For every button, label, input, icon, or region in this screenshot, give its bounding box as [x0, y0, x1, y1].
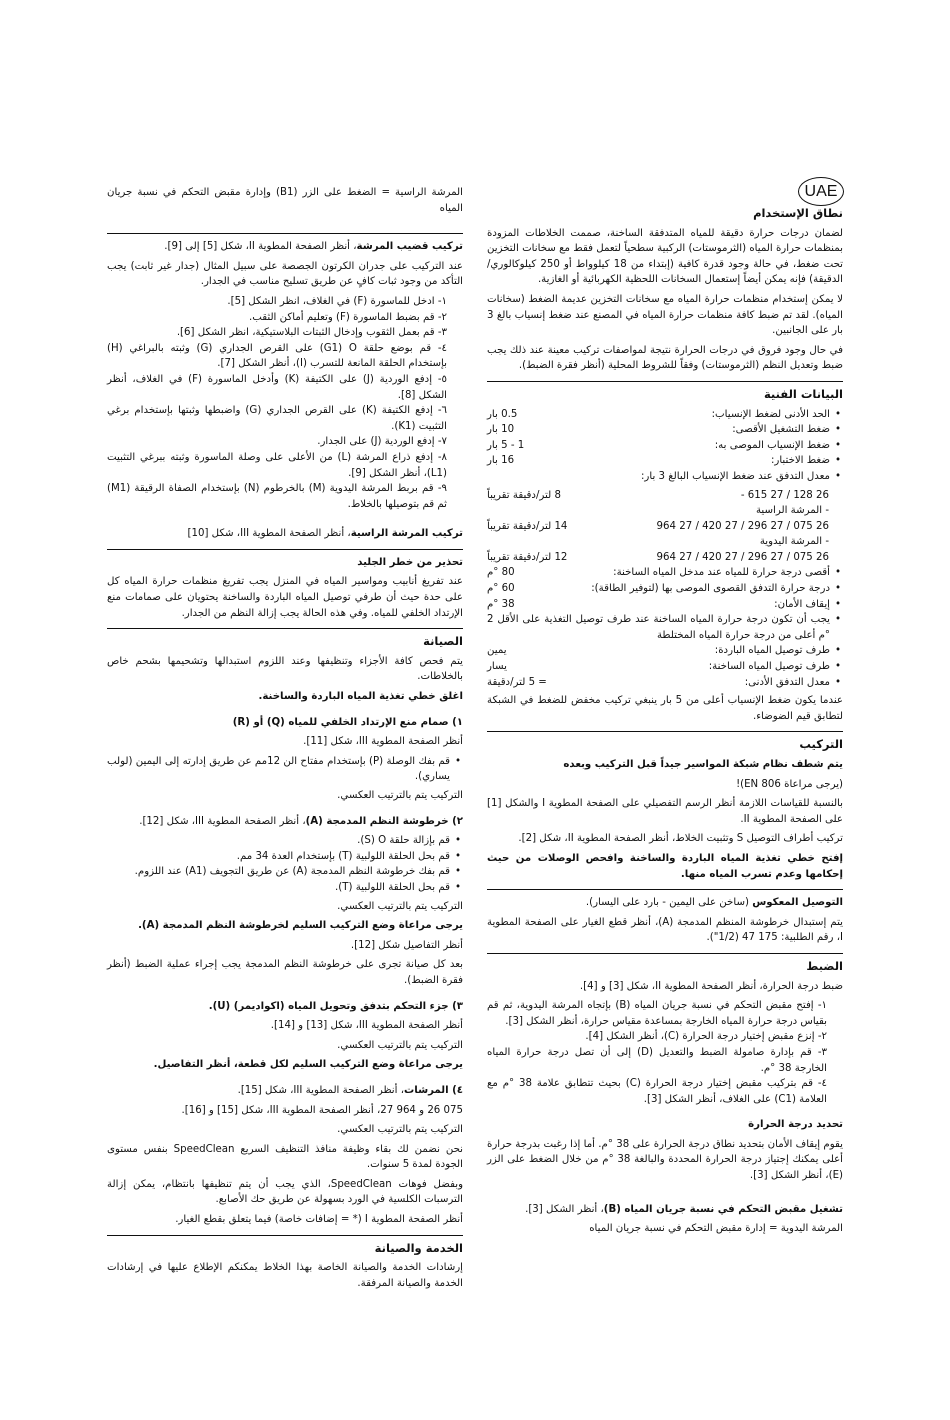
adjustment-step: ٤- قم بتركيب مقبض إختيار درجة الحرارة (C) بحيث تتطابق علامة 38 °م مع العلامة (C1) على الغلاف، أنظر الشكل [3]. [487, 1078, 827, 1105]
operation-line: المرشة اليدوية = إدارة مقبض التحكم في نسبة جريان المياه [589, 1223, 843, 1235]
scope-paragraph-3: في حال وجود فروق في درجات الحرارة نتيجة لمواصفات تركيب معينة عند ذلك يجب ضبط وتعديل النظم (الثرموستات) وفقاً للشروط المحلية (أنظر فقرة الضبط). [487, 344, 843, 372]
flow-rate-row: 26 075 / 27 296 / 27 420 / 27 964 12 لتر/دقيقة تقريباً [487, 551, 829, 563]
frost-warning-text: عند تفريغ أنابيب ومواسير المياه في المنزل يجب تفريغ منظمات حرارة المياه كل على حدة حيث أن طرفي توصيل المياه الباردة والساخنة يحتويان على صمامات منع الإرتداد الخلفي للمياه. وفي هذه الحالة يجب إزالة النظم من الجدار. [107, 576, 463, 619]
showers-heading: ٤) المرشات، أنظر الصفحة المطوية III، شكل [15]. [237, 1084, 463, 1096]
flow-rate-row: 26 075 / 27 296 / 27 420 / 27 964 14 لتر/دقيقة تقريباً [487, 520, 829, 532]
speedclean-guarantee: نحن نضمن لك بقاء وظيفة منافذ التنظيف السريع SpeedClean بنفس مستوى الجودة لمدة 5 سنوات. [107, 1143, 463, 1171]
cartridge-note-heading: يرجى مراعاة وضع التركيب السليم لخرطوشة النظم المدمجة (A). [138, 920, 463, 932]
cartridge-step: • قم بإزالة حلقة S) O). [107, 833, 450, 849]
scope-paragraph-1: لضمان درجات حرارة دقيقة للمياه المتدفقة الساخنة، صممت الخلاطات المزودة بمنظمات حرارة المياه (الثرموستات) الركبية سطحياً لتعمل فقط مع سخانات التخزين تحت ضغط، في حالة وجود قدرة كافية (إبتداء من 18 كيلوواط أو 250 كيلوكالوري/ الدقيقة) فإنه يمكن أيضاً إستعمال السخانات اللحظية الكهربائية أو الغازية. [487, 227, 843, 286]
tech-spec-item: • ضغط الإنسياب الموصى به: 1 - 5 بار [487, 438, 830, 454]
divider [487, 731, 843, 732]
install-dimensions: بالنسبة للقياسات اللازمة أنظر الرسم التفصيلي على الصفحة المطوية I والشكل [1] على الصفحة المطوية II. [487, 798, 843, 825]
adjustment-heading: الضبط [806, 958, 843, 973]
tech-spec-item: • الحد الأدنى لضغط الإنسياب: 0.5 بار [487, 407, 830, 423]
rod-install-step: ٩- قم بربط المرشة اليدوية (M) بالخرطوم (N) بإستخدام الصفاة الرقيقة (M1) ثم قم بتوصيلها بالخلاط. [107, 483, 447, 510]
tech-spec-item: • ضغط الاختبار: 16 بار [487, 453, 830, 469]
divider [487, 381, 843, 382]
spare-parts-note: أنظر الصفحة المطوية I (* = إضافات خاصة) فيما يتعلق بقطع الغيار. [175, 1214, 463, 1226]
operation-title: تشغيل مقبض التحكم في نسبة جريان المياه (B)، أنظر الشكل [3]. [525, 1203, 843, 1215]
temp-spec-item: • طرف توصيل المياه الساخنة: يسار [487, 659, 830, 675]
adjustment-step: ٣- قم بإدارة صامولة الضبط والتعديل (D) إلى أن تصل درجة حرارة المياه الخارجة 38 °م. [487, 1046, 827, 1074]
diverter-ref: أنظر الصفحة المطوية III، شكل [13] و [14]. [270, 1020, 463, 1032]
cartridge-note-ref: أنظر التفاصيل شكل [12]. [350, 939, 463, 951]
cartridge-steps [107, 833, 463, 895]
install-connections: تركيب أطراف التوصيل S وتثبيت الخلاط، أنظر الصفحة المطوية II، شكل [2]. [518, 833, 843, 845]
divider [107, 549, 463, 550]
cartridge-reverse: التركيب يتم بالترتيب العكسي. [337, 900, 463, 912]
head-shower-install: تركيب المرشة الراسية، أنظر الصفحة المطوية III، شكل [10] [187, 528, 463, 540]
maintenance-intro: يتم فحص كافة الأجزاء وتنظيفها وعند اللزوم استبدالها وتشحيمها بشحم خاص بالخلاطات. [107, 655, 463, 683]
adjustment-step: ٢- إنزع مقبض إختيار درجة الحرارة (C)، أنظر الشكل [4]. [585, 1031, 827, 1043]
temp-spec-item: • أقصى درجة حرارة للمياه عند مدخل المياه الساخنة: 80 °م [487, 565, 830, 581]
rod-install-step: ٤- قم بوضع حلقة G1) O) على القرص الجداري (G) وثبته بالبراغي (H) بإستخدام الحلقة المانعة للتسرب (I)، أنظر الشكل [7]. [107, 342, 448, 370]
rod-install-steps [107, 294, 463, 512]
left-column [107, 181, 463, 1295]
rod-install-step: ٥- إدفع الوردية (J) على الكتيفة (K) وأدخل الماسورة (F) في الغلاف، أنظر الشكل [8]. [107, 373, 447, 401]
divider [487, 953, 843, 954]
temp-spec-item: • يجب أن تكون درجة حرارة المياه الساخنة عند طرف توصيل التغذية على الأقل 2 °م أعلى من درجة حرارة المياه المختلطة [487, 612, 830, 643]
reverse-connection-title: التوصيل المعكوس (ساخن على اليمين - بارد على اليسار). [585, 897, 843, 909]
overhead-shower-operation: المرشة الراسية = الضغط على الزر (B1) وإدارة مقبض التحكم في نسبة جريان المياه [107, 187, 463, 214]
rod-install-step: ٢- قم بضبط الماسورة (F) وتعليم أماكن الثقب. [248, 311, 447, 323]
flow-rate-label: • معدل التدفق عند ضغط الإنسياب البالغ 3 بار: [487, 469, 830, 485]
cartridge-after-maintenance: بعد كل صيانة تجرى على خرطوشة النظم المدمجة يجب إجراء عملية الضبط (أنظر فقرة الضبط). [107, 959, 463, 986]
speedclean-cleaning: وبفضل فوهات SpeedClean، الذي يجب أن يتم تنظيفها بانتظام، يمكن إزالة الترسبات الكلسية في الورد بسهولة عن طريق حك الأصابع. [107, 1178, 463, 1206]
diverter-heading: ٣) جزء التحكم بتدفق وتحويل المياه (اكواديمر) (U). [208, 1000, 463, 1012]
service-text: إرشادات الخدمة والصيانة الخاصة بهذا الخلاط يمكنكم الإطلاع عليها في إرشادات الخدمة والصيانة المرفقة. [107, 1262, 463, 1289]
temp-spec-item: • درجة حرارة التدفق القصوى الموصى بها (لتوفير الطاقة): 60 °م [487, 581, 830, 597]
adjustment-intro: ضبط درجة الحرارة، أنظر الصفحة المطوية II، شكل [3] و [4]. [579, 980, 843, 992]
check-valve-ref: أنظر الصفحة المطوية III، شكل [11]. [303, 736, 463, 748]
temp-spec-item: • إيقاف الأمان: 38 °م [487, 597, 830, 613]
rod-install-step: ٧- إدفع الوردية (J) على الجدار. [317, 436, 447, 448]
temperature-limit-text: يقوم إيقاف الأمان بتحديد نطاق درجة الحرارة على 38 °م. أما إذا رغبت بدرجة حرارة أعلى يمكنك إجتياز درجة الحرارة المحددة والبالغة 38 °م من خلال الضغط على الزر (E)، أنظر الشكل [3]. [487, 1138, 844, 1182]
check-valve-heading: ١) صمام منع الإرتداد الخلفي للمياه (Q) أو (R) [232, 716, 463, 728]
rod-install-step: ٨- إدفع ذراع المرشة (L) من الأعلى على وصلة الماسورة وثبته ببرغي التثبيت (L1)، أنظر الشكل [9]. [107, 451, 447, 479]
install-flush-note: يتم شطف نظام شبكة المواسير جيداً قبل التركيب وبعده [563, 759, 843, 770]
divider [107, 628, 463, 629]
install-leak-check: إفتح خطي تغذية المياه الباردة والساخنة وافحص الوصلات من حيث إحكامها وعدم تسرب المياه منها. [487, 852, 843, 880]
temp-spec-item: • معدل التدفق الأدنى: = 5 لتر/دقيقة [487, 675, 830, 691]
cartridge-step: • قم بفك خرطوشة النظم المدمجة (A) عن طريق التجويف (A1) عند اللزوم. [107, 864, 450, 880]
tech-data-list [487, 407, 843, 485]
cartridge-heading: ٢) خرطوشة النظم المدمجة (A)، أنظر الصفحة المطوية III، شكل [12]. [139, 815, 463, 827]
showers-reverse: التركيب يتم بالترتيب العكسي. [337, 1124, 463, 1136]
flow-rate-row: 26 128 / 27 615 - 8 لتر/دقيقة تقريباً [487, 489, 829, 501]
service-heading: الخدمة والصيانة [374, 1240, 463, 1255]
temperature-limit-heading: تحديد درجة الحرارة [748, 1119, 843, 1131]
right-column [487, 180, 843, 1241]
rod-install-intro: عند التركيب على جدران الكرتون الجصصة على سبيل المثال (جدار غير ثابت) يجب التأكد من وجود ثبات كافٍ عن طريق تسليح مناسب في الجدار. [107, 260, 463, 288]
adjustment-step: ١- إفتح مقبض التحكم في نسبة جريان المياه (B) بإتجاه المرشة اليدوية، ثم قم بقياس درجة حرارة المياه الخارجة بمساعدة مقياس حرارة، أنظر الشكل [3]. [487, 1000, 827, 1027]
cartridge-step: • قم بحل الحلقة اللولبية (T) بإستخدام العدة 34 مم. [107, 849, 450, 865]
temperature-spec-list [487, 565, 843, 690]
rod-install-step: ٦- إدفع الكتيفة (K) على القرص الجداري (G) واضبطها وثبتها بإستخدام برغي التثبيت (K1). [107, 405, 447, 432]
rod-install-step: ٣- قم بعمل الثقوب وإدخال الثبتات البلاستيكية، انظر الشكل [6]. [176, 327, 447, 339]
divider [487, 889, 843, 890]
pressure-note: عندما يكون ضغط الإنسياب أعلى من 5 بار ينبغي تركيب مخفض للضغط في الشبكة لتطابق قيم الضوضاء. [487, 695, 843, 722]
reverse-connection-text: يتم إستبدال خرطوشة المنظم المدمجة (A)، أنظر قطع الغيار على الصفحة المطوية I، رقم الطلبية: 175 47 (1/2"). [487, 916, 843, 944]
maintenance-close-supply: اغلق خطي تغذية المياه الباردة والساخنة. [258, 691, 463, 703]
flow-rate-table [487, 488, 843, 566]
adjustment-steps [487, 998, 843, 1107]
showers-codes: 075 26 و 964 27، أنظر الصفحة المطوية III، شكل [15] و [16]. [181, 1104, 463, 1116]
maintenance-heading: الصيانة [423, 634, 463, 649]
scope-paragraph-2: لا يمكن إستخدام منظمات حرارة المياه مع سخانات التخزين عديمة الضغط (سخانات المياه). لقد تم ضبط كافة منظمات حرارة المياه في المصنع عند ضغط إنسياب بالغ 3 بار على الجانبين. [487, 293, 843, 337]
check-valve-list [107, 754, 463, 785]
temp-spec-item: • طرف توصيل المياه الباردة: يمين [487, 643, 830, 659]
tech-spec-item: • ضغط التشغيل الأقصى: 10 بار [487, 422, 830, 438]
flow-rate-row: - المرشة اليدوية [759, 536, 829, 548]
check-valve-step: • قم بفك الوصلة (P) بإستخدام مفتاح الن 12مم عن طريق إدارته إلى اليمين (لولب يساري). [107, 754, 450, 785]
rod-install-title: تركيب قضيب المرشة، أنظر الصفحة المطوية II، شكل [5] إلى [9]. [164, 241, 463, 253]
divider [107, 1235, 463, 1236]
flow-rate-row: - المرشة الراسية [755, 505, 829, 517]
country-badge: UAE [798, 177, 844, 206]
diverter-reverse: التركيب يتم بالترتيب العكسي. [337, 1039, 463, 1051]
diverter-note: يرجى مراعاة وضع التركيب السليم لكل قطعة، أنظر التفاصيل. [153, 1059, 463, 1071]
frost-warning-heading: تحذير من خطر الجليد [357, 556, 463, 568]
cartridge-step: • قم بحل الحلقة اللولبية (T). [107, 880, 450, 896]
divider [107, 233, 463, 234]
installation-heading: التركيب [799, 737, 843, 752]
scope-heading: نطاق الإستخدام [753, 206, 843, 220]
install-norm-note: (يرجى مراعاة EN 806)! [736, 778, 843, 790]
rod-install-step: ١- ادخل للماسورة (F) في الغلاف، انظر الشكل [5]. [227, 295, 447, 307]
check-valve-reverse: التركيب يتم بالترتيب العكسي. [337, 790, 463, 801]
tech-data-heading: البيانات الفنية [763, 386, 843, 401]
